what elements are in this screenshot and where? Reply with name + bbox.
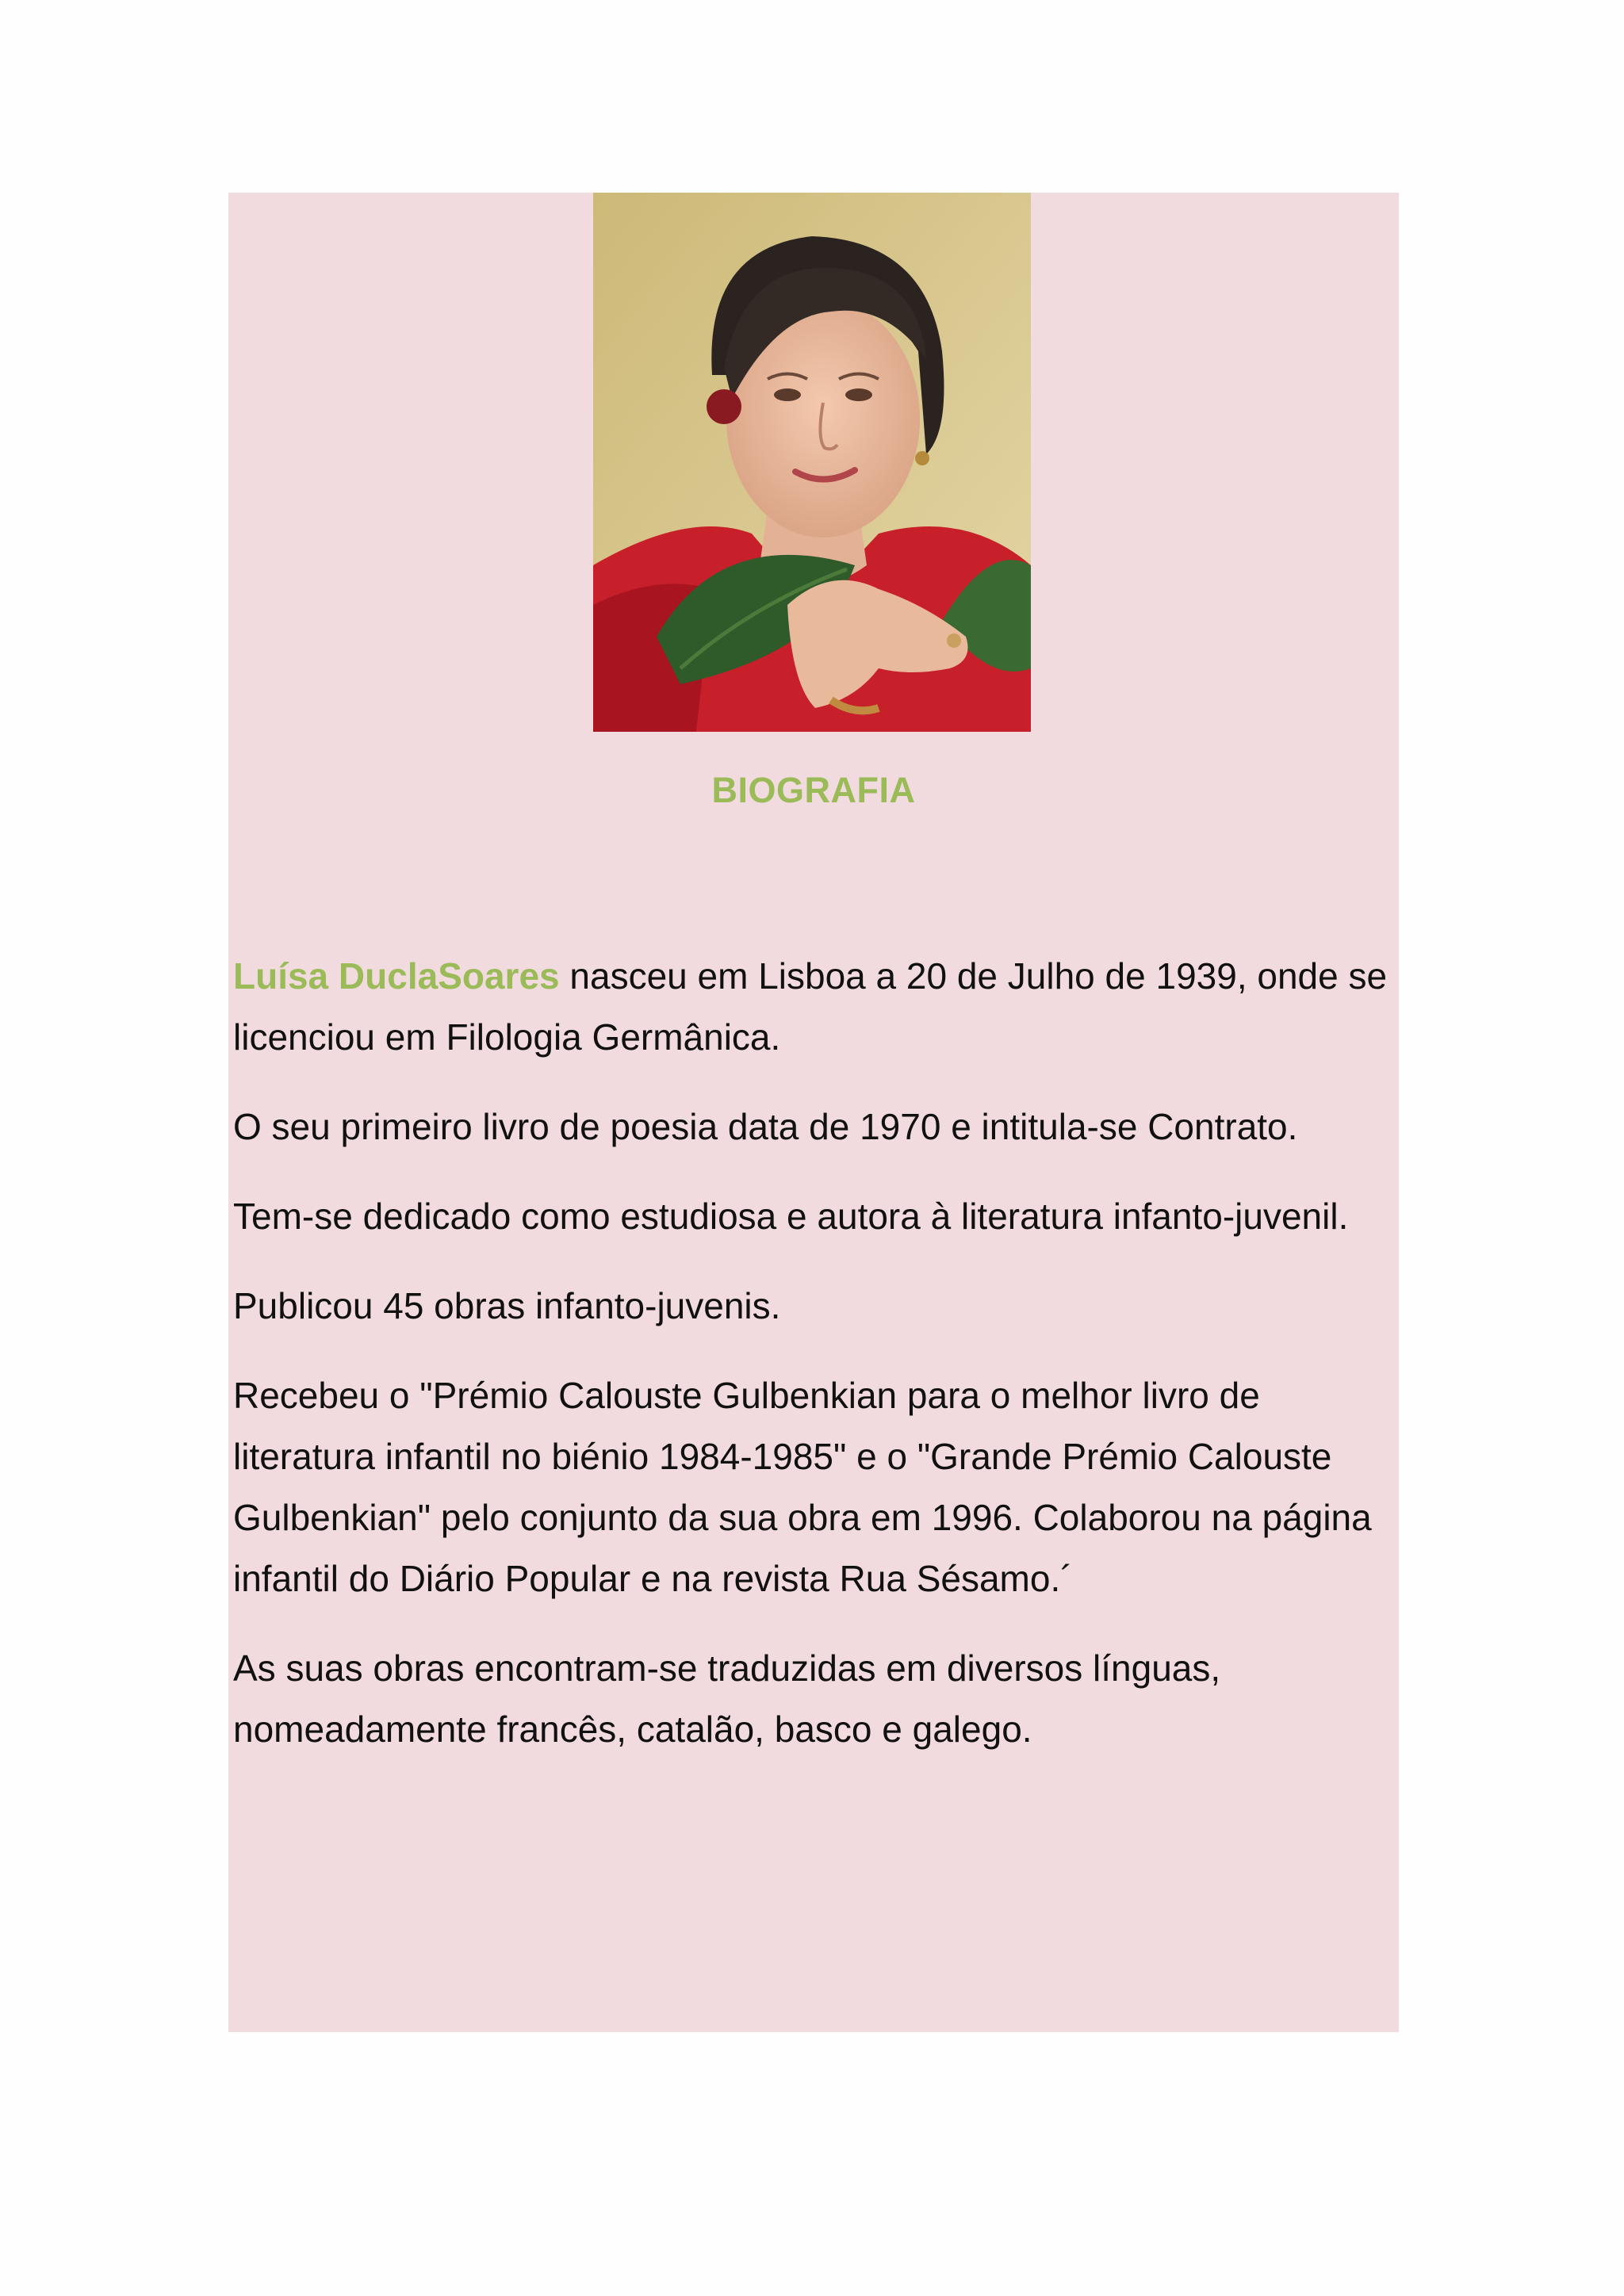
biography-panel [228, 193, 1399, 2032]
biography-heading: BIOGRAFIA [711, 770, 916, 810]
portrait-illustration [593, 193, 1031, 732]
bio-paragraph-translations: As suas obras encontram-se traduzidas em diversos línguas, nomeadamente francês, catalão, basco e galego. [233, 1647, 1221, 1750]
bio-paragraph-first-book: O seu primeiro livro de poesia data de 1970 e intitula-se Contrato. [233, 1106, 1298, 1147]
bio-paragraph-birth-text: nasceu em Lisboa a 20 de Julho de 1939, onde se licenciou em Filologia Germânica. [233, 955, 1388, 1058]
bio-paragraph-publications: Publicou 45 obras infanto-juvenis. [233, 1285, 781, 1326]
biography-text [233, 946, 1397, 1789]
bio-paragraph-dedication: Tem-se dedicado como estudiosa e autora à literatura infanto-juvenil. [233, 1196, 1349, 1237]
bio-paragraph-birth [233, 946, 1397, 1068]
author-portrait-photo [593, 193, 1031, 732]
bio-paragraph-awards: Recebeu o "Prémio Calouste Gulbenkian para o melhor livro de literatura infantil no biénio 1984-1985" e o "Grande Prémio Calouste Gulbenkian" pelo conjunto da sua obra em 1996. Colaborou na página infantil do Diário Popular e na revista Rua Sésamo.´ [233, 1375, 1372, 1599]
author-name: Luísa DuclaSoares [233, 955, 560, 997]
